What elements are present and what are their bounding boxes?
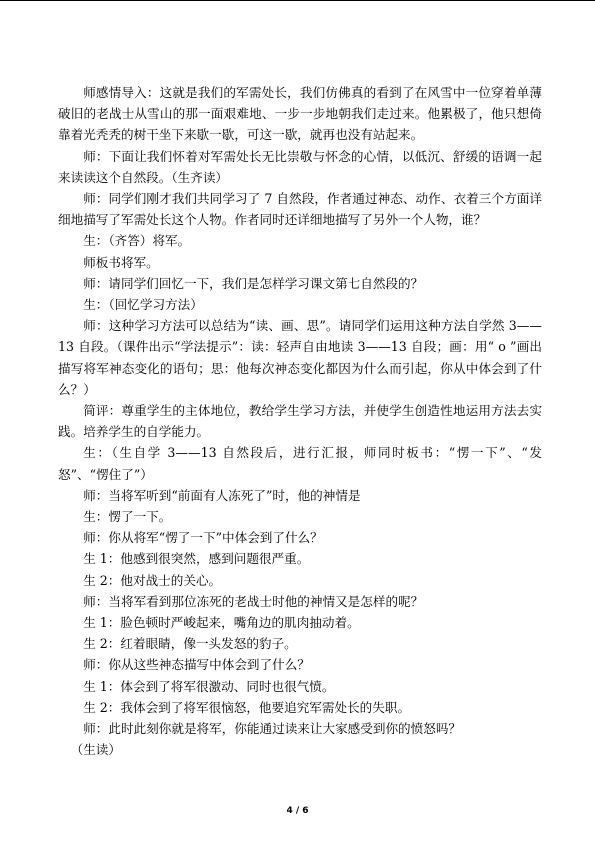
paragraph: 师：此时此刻你就是将军，你能通过读来让大家感受到你的愤怒吗？ — [83, 721, 461, 737]
paragraph: 生 1：脸色顿时严峻起来，嘴角边的肌肉抽动着。 — [83, 615, 360, 631]
paragraph: （生读） — [70, 742, 121, 758]
paragraph: 师板书将军。 — [83, 254, 159, 270]
paragraph: 生：（齐答）将军。 — [83, 233, 191, 249]
paragraph: 师：当将军看到那位冻死的老战士时他的神情又是怎样的呢？ — [83, 593, 424, 609]
paragraph: 生 1：他感到很突然，感到问题很严重。 — [83, 551, 310, 567]
paragraph: 师：下面让我们怀着对军需处长无比崇敬与怀念的心情，以低沉、舒缓的语调一起来读读这个自然段。（生齐读） — [58, 148, 542, 185]
paragraph: 生 1：体会到了将军很激动、同时也很气愤。 — [83, 678, 335, 694]
paragraph: 生：（回忆学习方法） — [83, 297, 203, 313]
document-body — [58, 82, 542, 761]
paragraph: 生：愣了一下。 — [83, 509, 172, 525]
paragraph: 生 2：我体会到了将军很恼怒，他要追究军需处长的失职。 — [83, 699, 411, 715]
paragraph: 师：你从这些神态描写中体会到了什么？ — [83, 657, 310, 673]
paragraph: 师感情导入：这就是我们的军需处长，我们仿佛真的看到了在风雪中一位穿着单薄破旧的老战士从雪山的那一面艰难地、一步一步地朝我们走过来。他累极了，他只想倚靠着光秃秃的树干坐下来歇一歇，可这一歇，就再也没有站起来。 — [58, 85, 542, 143]
paragraph: 师：当将军听到“前面有人冻死了”时，他的神情是 — [83, 487, 361, 503]
paragraph: 师：你从将军“愣了一下”中体会到了什么？ — [83, 530, 323, 546]
paragraph: 师：请同学们回忆一下，我们是怎样学习课文第七自然段的？ — [83, 275, 424, 291]
header-rule — [0, 0, 595, 1]
paragraph: 简评：尊重学生的主体地位，教给学生学习方法，并使学生创造性地运用方法去实践。培养学生的自学能力。 — [58, 403, 542, 440]
paragraph: 生 2：他对战士的关心。 — [83, 572, 222, 588]
page-number: 4 / 6 — [286, 806, 309, 816]
paragraph: 师：同学们刚才我们共同学习了 7 自然段，作者通过神态、动作、衣着三个方面详细地描写了军需处长这个人物。作者同时还详细地描写了另外一个人物，谁？ — [58, 191, 542, 228]
paragraph: 生 2：红着眼睛，像一头发怒的豹子。 — [83, 636, 297, 652]
paragraph: 师：这种学习方法可以总结为“读、画、思”。请同学们运用这种方法自学然 3——13 自段。（课件出示“学法提示”：读：轻声自由地读 3——13 自段；画：用“ o ”画出描写将军神态变化的语句；思：他每次神态变化都因为什么而引起，你从中体会到了什么？） — [58, 318, 542, 397]
paragraph: 生：（生自学 3——13 自然段后，进行汇报，师同时板书：“愣一下”、“发怒”、“愣住了”） — [58, 445, 542, 482]
